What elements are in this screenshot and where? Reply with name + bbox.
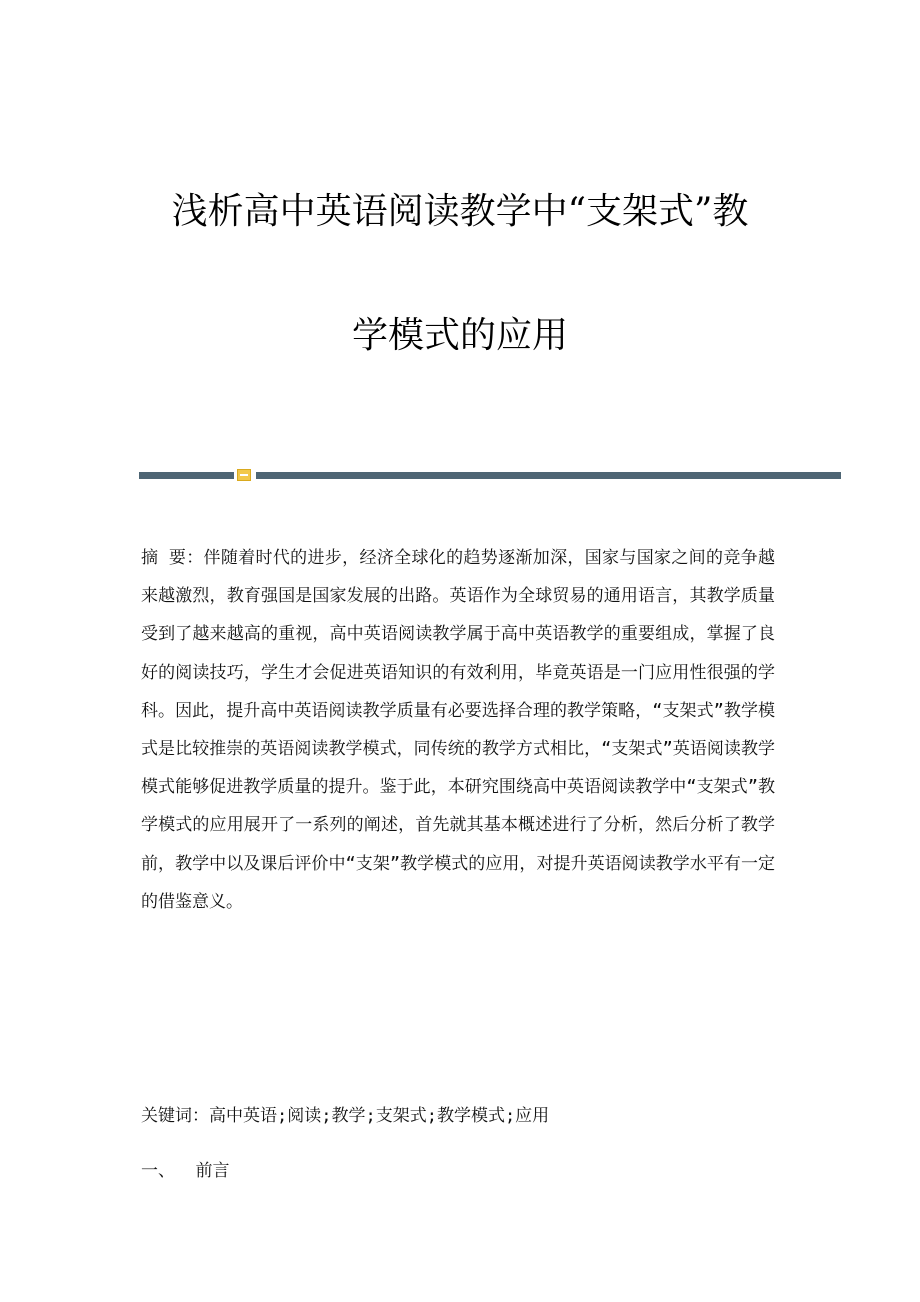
divider-bar-right: [256, 472, 841, 479]
document-title-line-1: 浅析高中英语阅读教学中“支架式”教: [171, 191, 749, 232]
divider-ornament-icon: [237, 469, 251, 481]
section-heading-preface: 一、 前言: [141, 1161, 230, 1181]
document-title-line-2: 学模式的应用: [351, 315, 568, 356]
abstract-paragraph: [141, 539, 775, 921]
keywords-line: [141, 1101, 549, 1131]
abstract-label: 摘 要：: [141, 548, 204, 568]
abstract-text: 伴随着时代的进步，经济全球化的趋势逐渐加深，国家与国家之间的竞争越来越激烈，教育强国是国家发展的出路。英语作为全球贸易的通用语言，其教学质量受到了越来越高的重视，高中英语阅读教学属于高中英语教学的重要组成，掌握了良好的阅读技巧，学生才会促进英语知识的有效利用，毕竟英语是一门应用性很强的学科。因此，提升高中英语阅读教学质量有必要选择合理的教学策略，“支架式”教学模式是比较推崇的英语阅读教学模式，同传统的教学方式相比，“支架式”英语阅读教学模式能够促进教学质量的提升。鉴于此，本研究围绕高中英语阅读教学中“支架式”教学模式的应用展开了一系列的阐述，首先就其基本概述进行了分析，然后分析了教学前，教学中以及课后评价中“支架”教学模式的应用，对提升英语阅读教学水平有一定的借鉴意义。: [141, 548, 775, 912]
title-divider: [139, 466, 841, 484]
keywords-label: 关键词：: [141, 1106, 209, 1126]
keywords-list: 高中英语;阅读;教学;支架式;教学模式;应用: [209, 1106, 550, 1126]
divider-bar-left: [139, 472, 234, 479]
